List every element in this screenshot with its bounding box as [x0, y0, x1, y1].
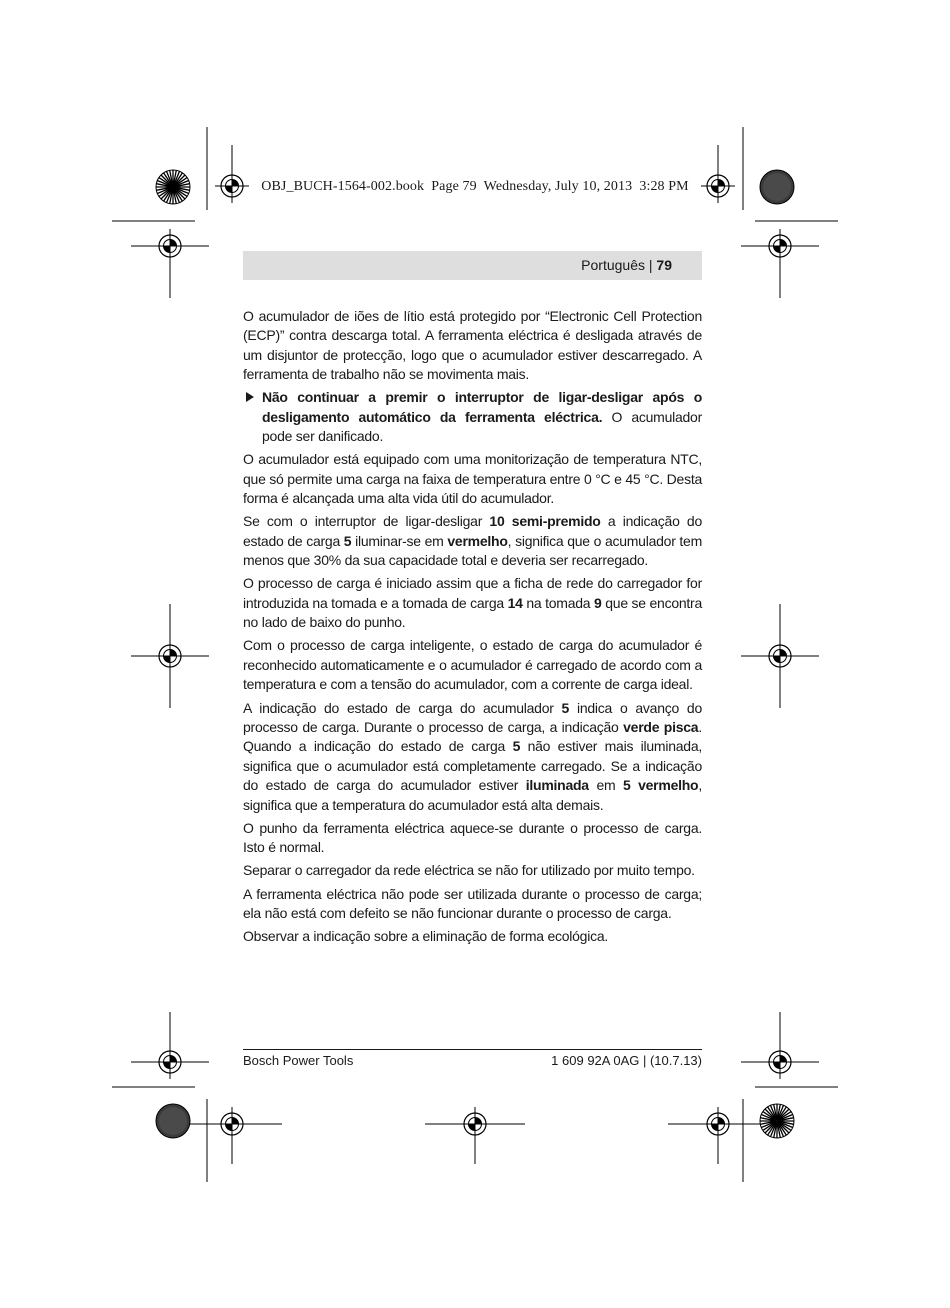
paragraph [243, 885, 702, 924]
text-run: , significa que a temperatura do acumulador está alta demais. [243, 777, 702, 813]
text-run: em [588, 777, 623, 794]
text-run: Com o processo de carga inteligente, o estado de carga do acumulador é reconhecido automaticamente e o acumulador é carregado de acordo com a temperatura e com a tensão do acumulador, com a corrente de carga ideal. [243, 637, 702, 693]
grey-target [156, 1104, 190, 1138]
print-slug: OBJ_BUCH-1564-002.book Page 79 Wednesday, July 10, 2013 3:28 PM [261, 179, 689, 194]
paragraph [243, 819, 702, 858]
paragraph [243, 307, 702, 385]
bold-run: Não continuar a premir o interruptor de ligar-desligar após o desligamento automático da ferramenta eléctrica. [262, 389, 702, 425]
text-run: Separar o carregador da rede eléctrica se não for utilizado por muito tempo. [243, 862, 695, 879]
text-run: não estiver mais iluminada, significa que o acumulador está completamente carregado. Se a indicação do estado de carga do acumulador estiver [243, 738, 702, 794]
starburst-target [760, 1104, 794, 1138]
header-text [581, 257, 672, 273]
bold-run: 5 [561, 699, 570, 716]
text-run: O acumulador de iões de lítio está protegido por “Electronic Cell Protection (ECP)” contra descarga total. A ferramenta eléctrica é desligada através de um disjuntor de protecção, logo que o acumulador estiver descarregado. A ferramenta de trabalho não se movimenta mais. [243, 308, 702, 383]
text-run: a indicação do estado de carga [243, 513, 702, 549]
paragraph [243, 636, 702, 694]
paragraph [243, 861, 702, 880]
bold-run: 5 [512, 738, 521, 755]
paragraph [243, 574, 702, 632]
footer-doc-id: 1 609 92A 0AG | (10.7.13) [551, 1053, 702, 1068]
bold-run: verde pisca [623, 718, 699, 735]
header-page-number: 79 [656, 257, 672, 273]
bold-run: 5 vermelho [622, 777, 699, 794]
bold-run: 5 [343, 532, 352, 549]
paragraph [243, 699, 702, 815]
text-run: O punho da ferramenta eléctrica aquece-se durante o processo de carga. Isto é normal. [243, 819, 702, 856]
header-language: Português [581, 257, 645, 273]
bold-run: 14 [507, 594, 523, 611]
header-separator: | [648, 257, 653, 273]
text-run: na tomada [522, 594, 595, 611]
text-run: O processo de carga é iniciado assim que a ficha de rede do carregador for introduzida na tomada e a tomada de carga [243, 575, 702, 611]
footer-brand: Bosch Power Tools [243, 1053, 354, 1068]
text-run: que se encontra no lado de baixo do punho. [243, 594, 702, 631]
footer-rule [243, 1049, 702, 1050]
text-run: A indicação do estado de carga do acumulador [243, 699, 562, 716]
warning-bullet [243, 388, 702, 446]
bold-run: 10 semi-premido [489, 513, 601, 530]
bold-run: vermelho [447, 532, 508, 549]
page-header [243, 251, 702, 280]
bullet-triangle-icon [246, 392, 254, 402]
text-run: Observar a indicação sobre a eliminação de forma ecológica. [243, 928, 609, 945]
text-run: A ferramenta eléctrica não pode ser utilizada durante o processo de carga; ela não está com defeito se não funcionar durante o processo de carga. [243, 885, 702, 921]
text-run: Se com o interruptor de ligar-desligar [243, 513, 490, 530]
paragraph [243, 512, 702, 570]
text-run: O acumulador pode ser danificado. [262, 408, 702, 445]
bold-run: iluminada [525, 777, 589, 794]
text-run: indica o avanço do processo de carga. Durante o processo de carga, a indicação [243, 699, 702, 735]
bold-run: 9 [594, 594, 602, 611]
main-text [243, 307, 702, 950]
text-run: . Quando a indicação do estado de carga [243, 718, 702, 755]
paragraph [243, 450, 702, 508]
text-run: , significa que o acumulador tem menos que 30% da sua capacidade total e deveria ser recarregado. [243, 532, 702, 569]
text-run: iluminar-se em [351, 532, 448, 549]
paragraph [243, 927, 702, 946]
text-run: O acumulador está equipado com uma monitorização de temperatura NTC, que só permite uma carga na faixa de temperatura entre 0 °C e 45 °C. Desta forma é alcançada uma alta vida útil do acumulador. [243, 451, 702, 507]
